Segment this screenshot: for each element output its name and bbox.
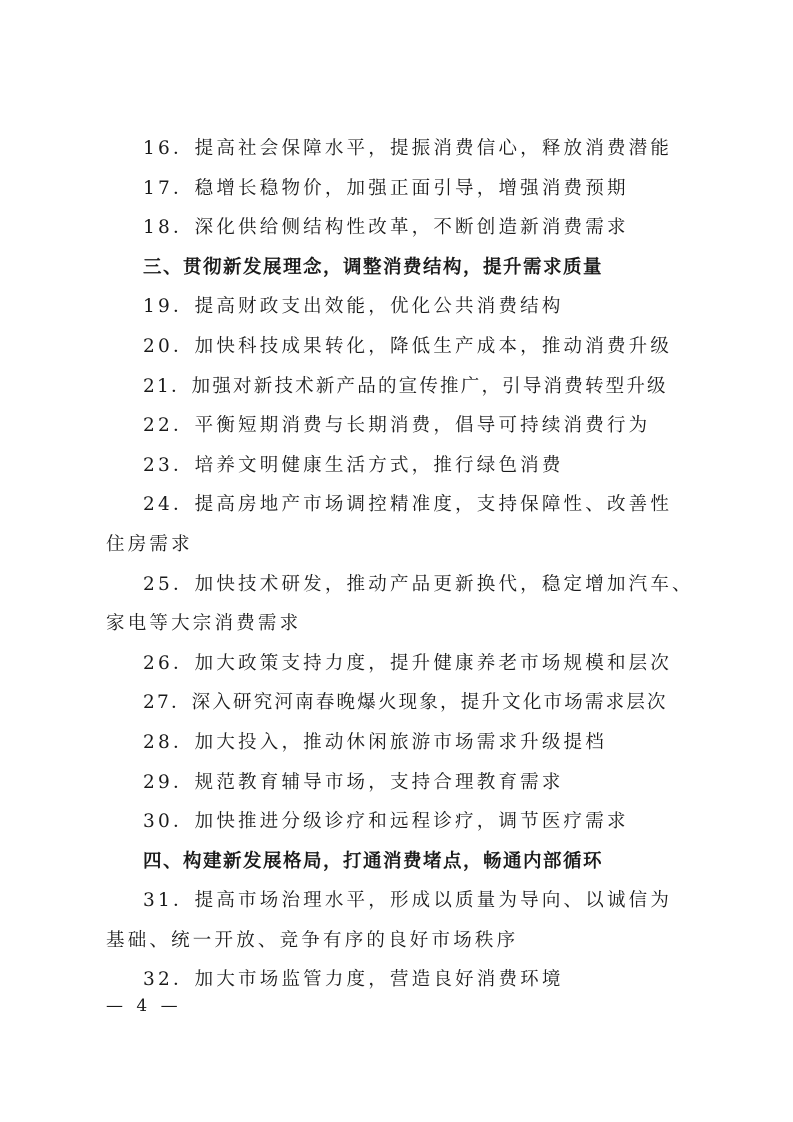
list-item-18: 18．深化供给侧结构性改革，不断创造新消费需求 xyxy=(143,217,629,239)
list-item-29: 29．规范教育辅导市场，支持合理教育需求 xyxy=(143,771,564,793)
list-item-17: 17．稳增长稳物价，加强正面引导，增强消费预期 xyxy=(143,177,629,199)
list-item-20: 20．加快科技成果转化，降低生产成本，推动消费升级 xyxy=(143,335,673,357)
document-body xyxy=(106,129,692,1000)
list-item-28: 28．加大投入，推动休闲旅游市场需求升级提档 xyxy=(143,731,607,753)
list-item-23: 23．培养文明健康生活方式，推行绿色消费 xyxy=(143,454,564,476)
list-item-31-continued: 基础、统一开放、竞争有序的良好市场秩序 xyxy=(106,929,519,951)
list-item-30: 30．加快推进分级诊疗和远程诊疗，调节医疗需求 xyxy=(143,811,629,833)
list-item-22: 22．平衡短期消费与长期消费，倡导可持续消费行为 xyxy=(143,415,651,437)
list-item-32: 32．加大市场监管力度，营造良好消费环境 xyxy=(143,969,564,991)
list-item-24-continued: 住房需求 xyxy=(106,533,193,555)
list-item-25-continued: 家电等大宗消费需求 xyxy=(106,613,302,635)
list-item-24: 24．提高房地产市场调控精准度，支持保障性、改善性 xyxy=(143,494,673,516)
page-number: — 4 — xyxy=(106,996,182,1016)
list-item-31: 31．提高市场治理水平，形成以质量为导向、以诚信为 xyxy=(143,890,673,912)
list-item-16: 16．提高社会保障水平，提振消费信心，释放消费潜能 xyxy=(143,138,673,159)
list-item-19: 19．提高财政支出效能，优化公共消费结构 xyxy=(143,296,564,318)
list-item-21: 21．加强对新技术新产品的宣传推广，引导消费转型升级 xyxy=(143,375,668,397)
list-item-26: 26．加大政策支持力度，提升健康养老市场规模和层次 xyxy=(143,652,673,674)
section-heading-4: 四、构建新发展格局，打通消费堵点，畅通内部循环 xyxy=(143,850,604,872)
list-item-25: 25．加快技术研发，推动产品更新换代，稳定增加汽车、 xyxy=(143,573,694,595)
section-heading-3: 三、贯彻新发展理念，调整消费结构，提升需求质量 xyxy=(143,256,604,278)
list-item-27: 27．深入研究河南春晚爆火现象，提升文化市场需求层次 xyxy=(143,692,668,714)
